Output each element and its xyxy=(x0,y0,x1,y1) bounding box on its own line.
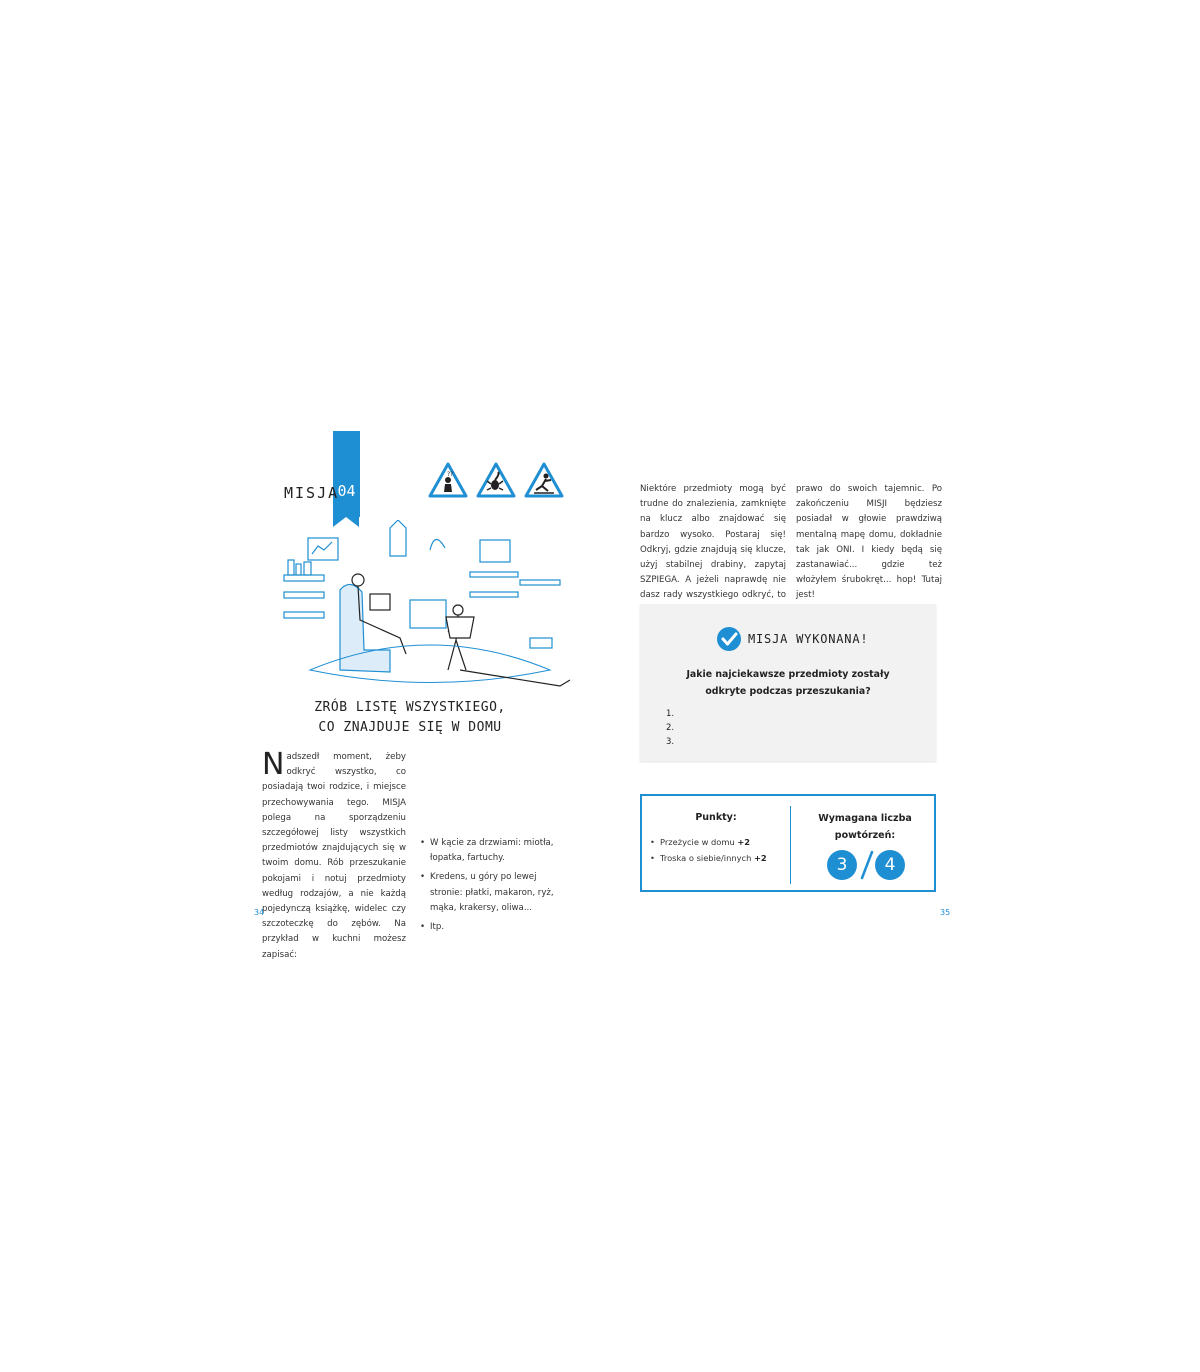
repetitions-title: Wymagana liczba powtórzeń: xyxy=(818,813,912,841)
points-value: +2 xyxy=(737,837,751,847)
mission-complete-card xyxy=(640,604,936,761)
list-item: • Kredens, u góry po lewej stronie: płatki, makaron, ryż, mąka, krakersy, oliwa... xyxy=(418,870,566,916)
continuation-text xyxy=(640,482,942,619)
answer-list xyxy=(666,707,674,749)
slash-icon xyxy=(860,850,874,880)
list-item: 3. xyxy=(666,737,675,747)
drop-cap: N xyxy=(262,747,285,782)
repetitions-total: 4 xyxy=(875,850,905,880)
list-item: • Itp. xyxy=(418,920,566,935)
intro-paragraph: adszedł moment, żeby odkryć wszystko, co posiadają twoi rodzice, i miejsce przechowywania tego. MISJA polega na sporządzeniu szczegółowej listy wszystkich przedmiotów znajdujących się w twoim domu. Rób przeszukanie pokojami i notuj przedmioty według rodzajów, a nie każdą pojedynczą książkę, widelec czy szczoteczkę do zębów. Na przykład w kuchni możesz zapisać: xyxy=(262,752,406,960)
mission-title-line1: ZRÓB LISTĘ WSZYSTKIEGO, xyxy=(314,700,506,715)
list-item xyxy=(650,850,767,866)
repetitions-done: 3 xyxy=(827,850,857,880)
mission-complete-title: MISJA WYKONANA! xyxy=(748,632,869,646)
list-item: • W kącie za drzwiami: miotła, łopatka, fartuchy. xyxy=(418,836,566,866)
points-box xyxy=(640,794,936,892)
page-number-left: 34 xyxy=(254,908,265,917)
points-title: Punkty: xyxy=(695,812,737,823)
points-value: +2 xyxy=(753,853,767,863)
points-list xyxy=(650,834,767,866)
points-divider xyxy=(790,806,791,884)
check-circle-icon xyxy=(716,626,742,652)
page-number-right: 35 xyxy=(940,908,951,917)
mission-number: 04 xyxy=(337,482,356,500)
list-item xyxy=(650,834,767,850)
continuation-paragraph: Niektóre przedmioty mogą być trudne do znalezienia, zamknięte na klucz albo znajdować się bardzo wysoko. Postaraj się! Odkryj, gdzie znajdują się klucze, użyj stabilnej drabiny, zapytaj SZPIEGA. A jeżeli naprawdę nie dasz rady wszystkiego odkryć, to prawo do swoich tajemnic. Po zakończeniu MISJI będziesz posiadał w głowie prawdziwą mentalną mapę domu, dokładnie tak jak ONI. I kiedy będą się zastanawiać... gdzie też włożyłem śrubokręt... hop! Tutaj jest! xyxy=(640,484,942,601)
mission-title-line2: CO ZNAJDUJE SIĘ W DOMU xyxy=(318,720,502,735)
svg-text:??: ?? xyxy=(447,471,454,478)
points-label: Troska o siebie/innych xyxy=(660,853,752,863)
list-item: 1. xyxy=(666,709,675,719)
repetitions-counter xyxy=(827,850,907,882)
mission-label: MISJA xyxy=(284,484,340,502)
points-label: Przeżycie w domu xyxy=(660,837,735,847)
mission-complete-question: Jakie najciekawsze przedmioty zostały odkryte podczas przeszukania? xyxy=(686,669,890,697)
list-item: 2. xyxy=(666,723,675,733)
